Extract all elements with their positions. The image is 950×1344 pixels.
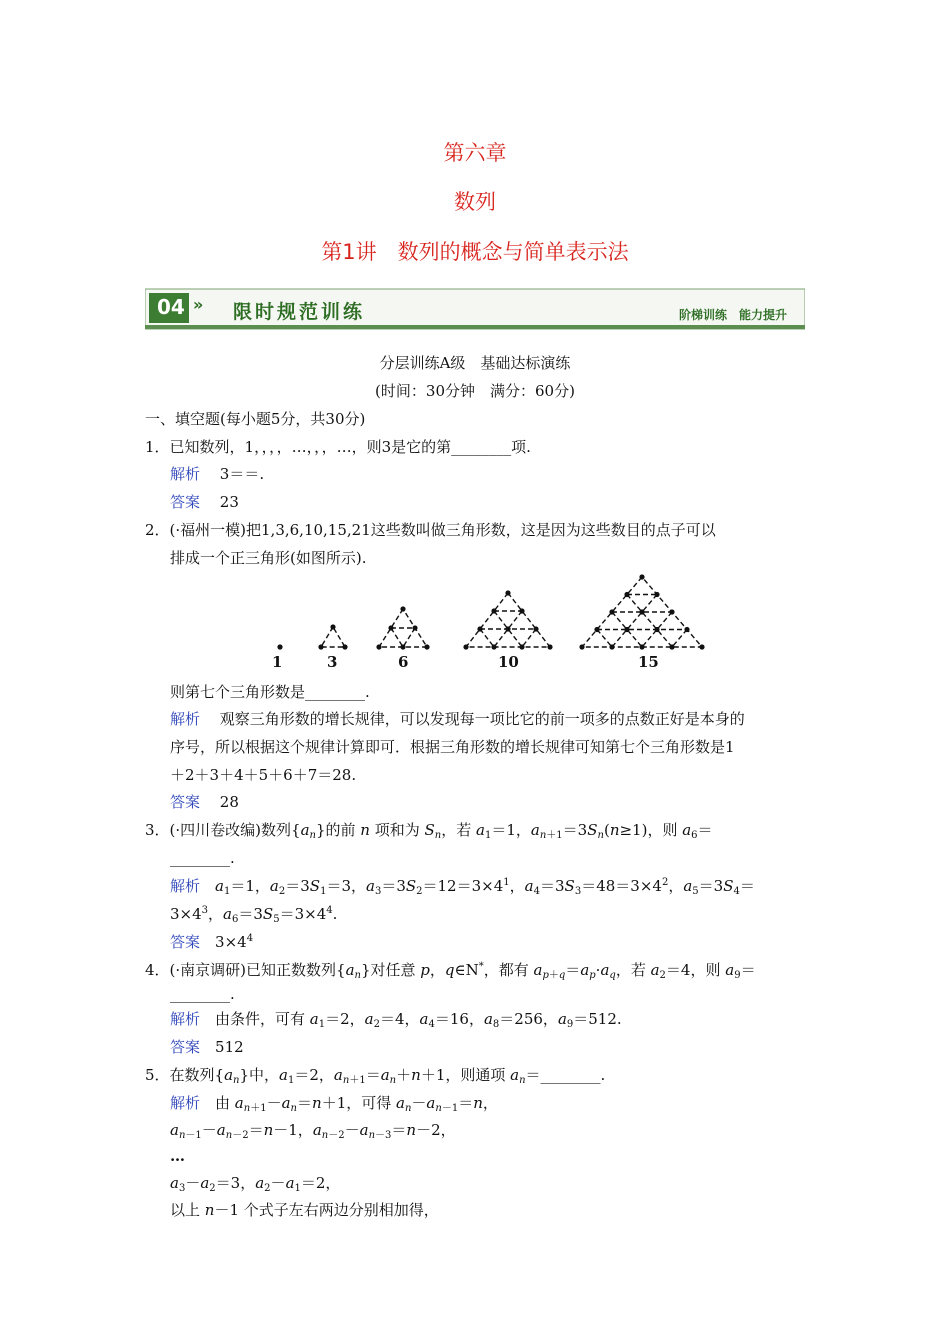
q2-answer: [170, 792, 239, 812]
q5-text: 5．在数列$\{a_n\}$中，$a_1=2$，$a_{n+1}=a_n+n+1$，则通项 $a_n=\_\_\_\_\_\_\_\_$.: [145, 1066, 606, 1086]
figure-label-3: 3: [327, 653, 338, 671]
banner-badge: 04: [157, 295, 185, 319]
q1-text: 1．已知数列，1，，，，…，，，…，则3是它的第________项.: [145, 438, 531, 456]
q1-answer: [170, 492, 239, 512]
answer-label: 答案: [170, 493, 201, 511]
q1-analysis-text: 3＝＝.: [219, 465, 265, 483]
q1-analysis: [170, 464, 264, 484]
figure-label-10: 10: [498, 653, 519, 671]
banner-title: 限时规范训练: [233, 301, 366, 323]
q3-analysis-1: 解析 $a_1=1$，$a_2=3S_1=3$，$a_3=3S_2=12=3\times 4^1$，$a_4=3S_3=48=3\times 4^2$，$a_5=3S_4=$: [170, 877, 755, 897]
q4-analysis: 解析 由条件，可有 $a_1=2$，$a_2=4$，$a_4=16$，$a_8=256$，$a_9=512$.: [170, 1010, 622, 1030]
figure-label-1: 1: [272, 653, 283, 671]
banner-subtitle: 阶梯训练 能力提升: [678, 308, 787, 322]
time-info: (时间：30分钟 满分：60分): [375, 382, 575, 400]
q5-line-3: …: [170, 1147, 185, 1165]
q3-answer-text: 3×4: [215, 933, 247, 951]
q5-line-5: 以上 n－1 个式子左右两边分别相加得，: [170, 1201, 439, 1219]
q2-analysis-text: 观察三角形数的增长规律，可以发现每一项比它的前一项多的点数正好是本身的: [219, 710, 745, 728]
q3-blank: ________.: [170, 849, 235, 867]
lesson-title: 第1讲 数列的概念与简单表示法: [321, 240, 629, 264]
analysis-label: 解析: [170, 877, 201, 895]
q5-analysis: 解析 由 $a_{n+1}-a_n=n+1$，可得 $a_n-a_{n-1}=n$，: [170, 1094, 498, 1114]
subject-title: 数列: [454, 190, 496, 214]
q2-text-2: 排成一个正三角形(如图所示).: [170, 549, 367, 567]
q2-answer-text: 28: [219, 793, 239, 811]
q5-line-2: $a_{n-1}-a_{n-2}=n-1$，$a_{n-2}-a_{n-3}=n-2$，: [170, 1121, 456, 1141]
answer-label: 答案: [170, 793, 201, 811]
q4-answer: [170, 1037, 244, 1057]
q1-answer-text: 23: [219, 493, 239, 511]
analysis-label: 解析: [170, 1094, 201, 1112]
q3-analysis-2: $3\times 4^3$，$a_6=3S_5=3\times 4^4$.: [170, 905, 338, 925]
q2-analysis-2: 序号，所以根据这个规律计算即可．根据三角形数的增长规律可知第七个三角形数是1: [170, 738, 735, 756]
part-title: 一、填空题(每小题5分，共30分): [145, 410, 366, 428]
q2-analysis-3: ＋2＋3＋4＋5＋6＋7＝28.: [170, 766, 357, 784]
figure-label-15: 15: [638, 653, 659, 671]
q2-text-1: 2．(·福州一模)把1,3,6,10,15,21这些数叫做三角形数，这是因为这些数目的点子可以: [145, 521, 716, 539]
analysis-label: 解析: [170, 465, 201, 483]
banner-arrow-icon: »: [193, 295, 204, 314]
answer-label: 答案: [170, 933, 201, 951]
q4-answer-text: 512: [215, 1038, 244, 1056]
q4-blank: ________.: [170, 985, 235, 1003]
figure-label-6: 6: [398, 653, 409, 671]
q3-answer: 答案 $3\times 4^4$: [170, 933, 254, 951]
analysis-label: 解析: [170, 710, 201, 728]
answer-label: 答案: [170, 1038, 201, 1056]
section-banner: [145, 287, 805, 331]
q3-text: 3．(·四川卷改编)数列$\{a_n\}$的前 n 项和为 $S_n$，若 $a_1=1$，$a_{n+1}=3S_n(n\ge 1)$，则 $a_6=$: [145, 821, 713, 841]
q4-text: 4．(·南京调研)已知正数数列$\{a_n\}$对任意 p，q∈N*，都有 $a_{p+q}=a_p\cdot a_q$，若 $a_2=4$，则 $a_9=$: [145, 961, 756, 981]
chapter-title: 第六章: [443, 141, 507, 165]
q2-question: 则第七个三角形数是________.: [170, 683, 370, 701]
section-level: 分层训练A级 基础达标演练: [379, 354, 571, 372]
q5-line-4: $a_3-a_2=3$，$a_2-a_1=2$，: [170, 1174, 341, 1194]
q2-analysis-1: [170, 709, 745, 729]
analysis-label: 解析: [170, 1010, 201, 1028]
